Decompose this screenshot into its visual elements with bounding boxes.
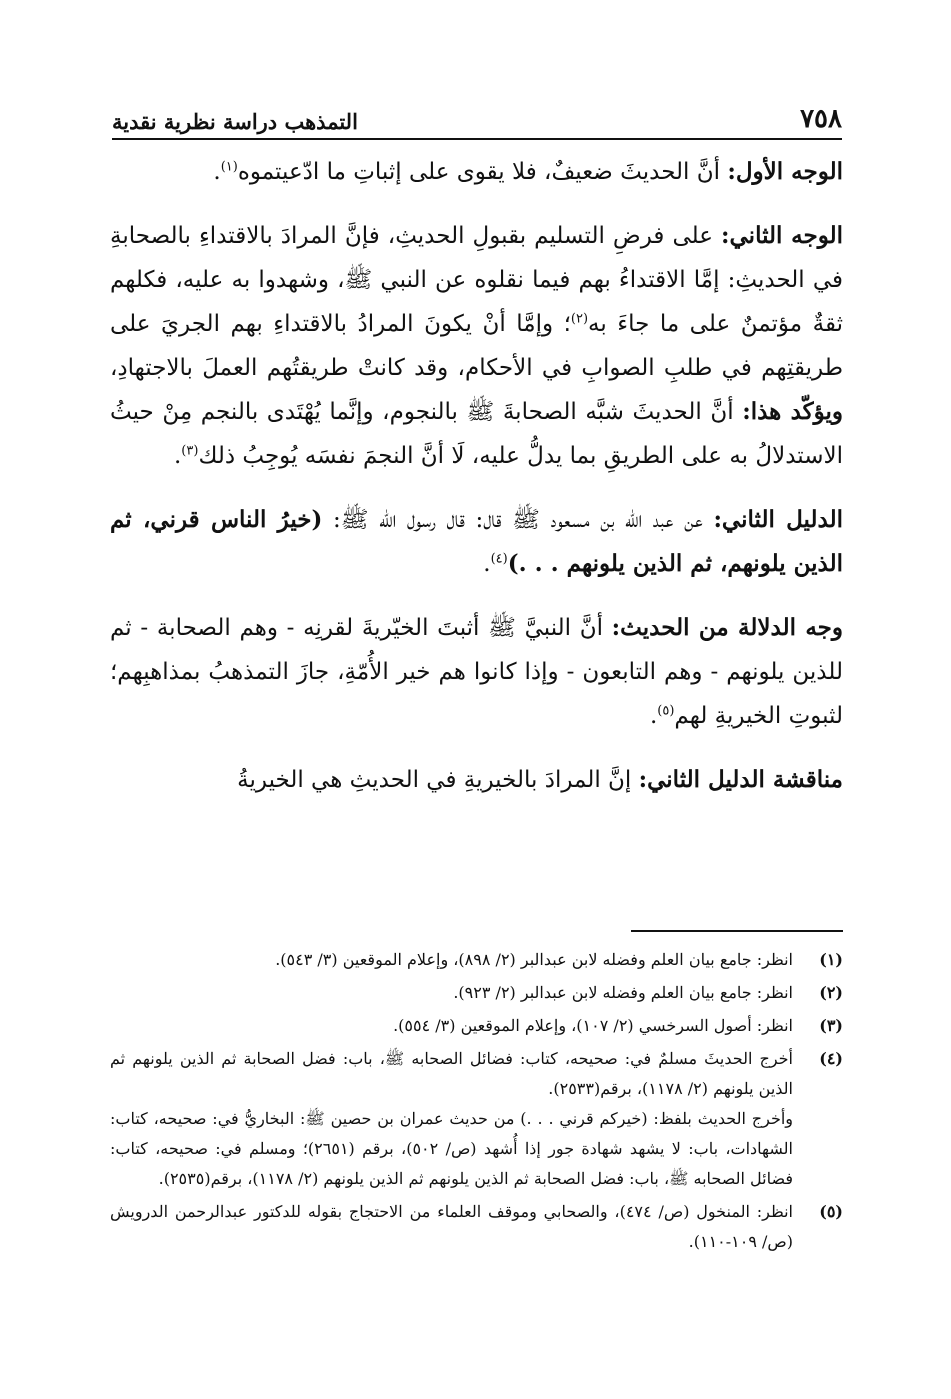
footnote-text: انظر: أصول السرخسي (٢/ ١٠٧)، وإعلام الموقعين (٣/ ٥٥٤). — [393, 1016, 793, 1035]
footnote-text: وأخرج الحديث بلفظ: (خيركم قرني . . .) من حديث عمران بن حصين ﷺ: البخاريُّ في: صحيحه، كتاب: الشهادات، باب: لا يشهد شهادة جور إذا أُشهد (ص/ ٥٠٢)، برقم (٢٦٥١)؛ ومسلم في: صحيحه، كتاب: فضائل الصحابه ﷺ، باب: فضل الصحابة ثم الذين يلونهم ثم الذين يلونهم (٢/ ١١٧٨)، برقم(٢٥٣٥). — [110, 1109, 793, 1188]
hadith-quote: (خيرُ الناس قرني، ثم الذين يلونهم، ثم الذين يلونهم . . .) — [110, 506, 843, 577]
footnotes — [110, 945, 843, 1260]
footnote — [110, 1197, 843, 1257]
paragraph-second-evidence — [110, 498, 843, 586]
paragraph-heading: الوجه الأول: — [727, 158, 843, 185]
main-text — [110, 150, 843, 822]
footnote-text: انظر: جامع بيان العلم وفضله لابن عبدالبر (٢/ ٩٢٣). — [453, 983, 793, 1002]
paragraph-text: إنَّ المرادَ بالخيريةِ في الحديثِ هي الخيريةُ — [237, 767, 639, 793]
footnote — [110, 1011, 843, 1041]
paragraph-heading: الدليل الثاني: — [713, 506, 843, 533]
punctuation: . — [213, 159, 221, 185]
footnote-number: (١) — [819, 950, 843, 969]
footnote — [110, 1044, 843, 1194]
paragraph-heading: الوجه الثاني: — [721, 222, 843, 249]
footnote — [110, 945, 843, 975]
paragraph-evidence-aspect — [110, 606, 843, 738]
footnote-number: (٥) — [819, 1202, 843, 1221]
footnote-number: (٢) — [819, 983, 843, 1002]
footnote — [110, 978, 843, 1008]
footnote-marker: (٤) — [490, 551, 508, 567]
punctuation: . — [173, 443, 182, 469]
paragraph-second-aspect — [110, 214, 843, 478]
paragraph-text: عن عبد الله بن مسعود ﷺ قال: قال رسول الله ﷺ: — [322, 507, 714, 533]
paragraph-first-aspect — [110, 150, 843, 194]
paragraph-heading: مناقشة الدليل الثاني: — [638, 766, 843, 793]
paragraph-text: أنَّ الحديثَ ضعيفٌ، فلا يقوى على إثباتِ ما ادّعيتموه — [237, 159, 728, 185]
footnote-number: (٤) — [819, 1049, 843, 1068]
page-number: ٧٥٨ — [800, 104, 842, 134]
footnote-separator — [631, 930, 843, 932]
paragraph-text: أنَّ النبيَّ ﷺ أثبتَ الخيّريةَ لقرنِه - وهم الصحابة - ثم للذين يلونهم - وهم التابعون - وإذا كانوا هم خير الأُمّةِ، جازَ التمذهبُ بمذاهبِهم؛ لثبوتِ الخيريةِ لهم — [110, 615, 843, 729]
paragraph-text: أنَّ الحديثَ شبَّه الصحابةَ ﷺ بالنجوم، وإنَّما يُهْتَدى بالنجم مِنْ حيثُ الاستدلالُ به على الطريقِ بما يدلُّ عليه، لَا أنَّ النجمَ نفسَه يُوجِبُ ذلك — [110, 399, 843, 469]
footnote-text: انظر: جامع بيان العلم وفضله لابن عبدالبر (٢/ ٨٩٨)، وإعلام الموقعين (٣/ ٥٤٣). — [275, 950, 793, 969]
punctuation: . — [649, 703, 658, 729]
footnote-text: أخرج الحديثَ مسلمٌ في: صحيحه، كتاب: فضائل الصحابه ﷺ، باب: فضل الصحابة ثم الذين يلونهم ثم الذين يلونهم (٢/ ١١٧٨)، برقم(٢٥٣٣). — [110, 1049, 793, 1098]
footnote-number: (٣) — [819, 1016, 843, 1035]
footnote-marker: (١) — [220, 159, 238, 175]
footnote-marker: (٥) — [657, 703, 675, 719]
paragraph-heading: وجه الدلالة من الحديث: — [611, 614, 843, 641]
paragraph-text: على فرضِ التسليم بقبولِ الحديثِ، فإنَّ المرادَ بالاقتداءِ بالصحابةِ في الحديثِ: إمَّا الاقتداءُ بهم فيما نقلوه عن النبي ﷺ، وشهدوا به عليه، فكلهم ثقةٌ مؤتمنٌ على ما جاءَ به — [110, 223, 843, 337]
footnote-text: انظر: المنخول (ص/ ٤٧٤)، والصحابي وموقف العلماء من الاحتجاج بقوله للدكتور عبدالرحمن الدرويش (ص/ ١٠٩-١١٠). — [110, 1202, 793, 1251]
emphasis-phrase: ويؤكّد هذا: — [742, 398, 843, 425]
page-header — [112, 98, 842, 140]
paragraph-text: ؛ وإمَّا أنْ يكونَ المرادُ بالاقتداءِ بهم الجريَ على طريقتِهم في طلبِ الصوابِ في الأحكام، وقد كانتْ طريقتُهم العملَ بالاجتهادِ، — [110, 311, 843, 381]
footnote-marker: (٢) — [570, 311, 589, 327]
paragraph-discussion — [110, 758, 843, 802]
footnote-marker: (٣) — [181, 443, 199, 459]
punctuation: . — [483, 551, 491, 577]
running-title: التمذهب دراسة نظرية نقدية — [112, 109, 358, 134]
